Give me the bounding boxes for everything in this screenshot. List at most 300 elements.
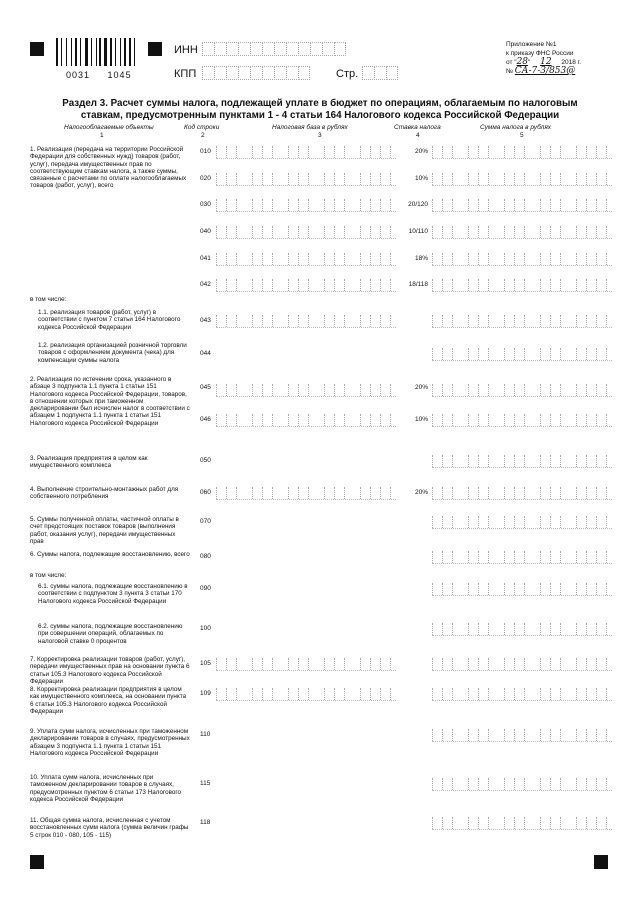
cell[interactable] xyxy=(576,173,586,185)
cell[interactable] xyxy=(252,487,262,499)
cell[interactable] xyxy=(236,173,246,185)
cell[interactable] xyxy=(468,729,478,741)
cell[interactable] xyxy=(370,226,380,238)
cell[interactable] xyxy=(226,199,236,211)
cell[interactable] xyxy=(478,455,488,467)
tax-amount-field[interactable] xyxy=(432,253,607,265)
cell[interactable] xyxy=(468,199,478,211)
cell[interactable] xyxy=(226,414,236,426)
cell[interactable] xyxy=(550,226,560,238)
cell[interactable] xyxy=(298,414,308,426)
cell[interactable] xyxy=(586,279,596,291)
cell[interactable] xyxy=(272,226,282,238)
cell[interactable] xyxy=(514,688,524,700)
cell[interactable] xyxy=(334,414,344,426)
cell[interactable] xyxy=(262,688,272,700)
cell[interactable] xyxy=(298,199,308,211)
cell[interactable] xyxy=(288,658,298,670)
tax-amount-field[interactable] xyxy=(432,279,607,291)
cell[interactable] xyxy=(478,315,488,327)
tax-amount-field[interactable] xyxy=(432,455,607,467)
cell[interactable] xyxy=(514,455,524,467)
cell[interactable] xyxy=(514,315,524,327)
cell[interactable] xyxy=(442,279,452,291)
cell[interactable] xyxy=(202,42,213,56)
cell[interactable] xyxy=(524,348,534,360)
cell[interactable] xyxy=(596,253,606,265)
cell[interactable] xyxy=(576,199,586,211)
cell[interactable] xyxy=(298,658,308,670)
cell[interactable] xyxy=(576,551,586,563)
cell[interactable] xyxy=(452,146,462,158)
cell[interactable] xyxy=(250,42,261,56)
cell[interactable] xyxy=(596,623,606,635)
cell[interactable] xyxy=(308,279,318,291)
cell[interactable] xyxy=(550,279,560,291)
cell[interactable] xyxy=(236,199,246,211)
cell[interactable] xyxy=(380,414,390,426)
cell[interactable] xyxy=(540,253,550,265)
cell[interactable] xyxy=(308,226,318,238)
cell[interactable] xyxy=(478,253,488,265)
cell[interactable] xyxy=(504,623,514,635)
cell[interactable] xyxy=(432,348,442,360)
cell[interactable] xyxy=(324,688,334,700)
cell[interactable] xyxy=(442,226,452,238)
cell[interactable] xyxy=(514,817,524,829)
cell[interactable] xyxy=(344,253,354,265)
cell[interactable] xyxy=(288,279,298,291)
cell[interactable] xyxy=(236,487,246,499)
cell[interactable] xyxy=(514,658,524,670)
cell[interactable] xyxy=(344,279,354,291)
cell[interactable] xyxy=(236,384,246,396)
cell[interactable] xyxy=(216,146,226,158)
cell[interactable] xyxy=(586,199,596,211)
cell[interactable] xyxy=(524,516,534,528)
cell[interactable] xyxy=(560,583,570,595)
cell[interactable] xyxy=(468,583,478,595)
cell[interactable] xyxy=(514,778,524,790)
cell[interactable] xyxy=(432,551,442,563)
tax-base-field[interactable] xyxy=(216,226,391,238)
cell[interactable] xyxy=(488,384,498,396)
cell[interactable] xyxy=(478,778,488,790)
cell[interactable] xyxy=(274,42,285,56)
tax-amount-field[interactable] xyxy=(432,688,607,700)
cell[interactable] xyxy=(540,729,550,741)
tax-amount-field[interactable] xyxy=(432,623,607,635)
cell[interactable] xyxy=(488,778,498,790)
cell[interactable] xyxy=(288,199,298,211)
cell[interactable] xyxy=(360,487,370,499)
tax-base-field[interactable] xyxy=(216,688,391,700)
cell[interactable] xyxy=(560,253,570,265)
cell[interactable] xyxy=(504,817,514,829)
cell[interactable] xyxy=(586,348,596,360)
cell[interactable] xyxy=(504,348,514,360)
cell[interactable] xyxy=(596,414,606,426)
cell[interactable] xyxy=(370,253,380,265)
cell[interactable] xyxy=(550,688,560,700)
tax-base-field[interactable] xyxy=(216,414,391,426)
cell[interactable] xyxy=(452,199,462,211)
cell[interactable] xyxy=(452,226,462,238)
tax-base-field[interactable] xyxy=(216,658,391,670)
cell[interactable] xyxy=(596,279,606,291)
tax-base-field[interactable] xyxy=(216,487,391,499)
cell[interactable] xyxy=(524,455,534,467)
cell[interactable] xyxy=(272,279,282,291)
cell[interactable] xyxy=(576,348,586,360)
cell[interactable] xyxy=(452,384,462,396)
cell[interactable] xyxy=(324,315,334,327)
cell[interactable] xyxy=(344,414,354,426)
cell[interactable] xyxy=(524,146,534,158)
cell[interactable] xyxy=(452,516,462,528)
cell[interactable] xyxy=(298,146,308,158)
cell[interactable] xyxy=(236,315,246,327)
cell[interactable] xyxy=(322,42,333,56)
cell[interactable] xyxy=(360,173,370,185)
cell[interactable] xyxy=(504,729,514,741)
cell[interactable] xyxy=(478,348,488,360)
cell[interactable] xyxy=(576,516,586,528)
cell[interactable] xyxy=(524,226,534,238)
cell[interactable] xyxy=(540,623,550,635)
cell[interactable] xyxy=(488,199,498,211)
cell[interactable] xyxy=(586,551,596,563)
cell[interactable] xyxy=(442,455,452,467)
cell[interactable] xyxy=(432,487,442,499)
tax-base-field[interactable] xyxy=(216,173,391,185)
tax-base-field[interactable] xyxy=(216,146,391,158)
cell[interactable] xyxy=(432,455,442,467)
cell[interactable] xyxy=(360,146,370,158)
cell[interactable] xyxy=(452,817,462,829)
cell[interactable] xyxy=(488,688,498,700)
cell[interactable] xyxy=(308,414,318,426)
cell[interactable] xyxy=(226,487,236,499)
cell[interactable] xyxy=(576,729,586,741)
cell[interactable] xyxy=(432,729,442,741)
cell[interactable] xyxy=(452,583,462,595)
cell[interactable] xyxy=(550,583,560,595)
cell[interactable] xyxy=(524,688,534,700)
cell[interactable] xyxy=(432,623,442,635)
cell[interactable] xyxy=(442,583,452,595)
cell[interactable] xyxy=(236,279,246,291)
tax-amount-field[interactable] xyxy=(432,487,607,499)
cell[interactable] xyxy=(236,253,246,265)
cell[interactable] xyxy=(586,253,596,265)
cell[interactable] xyxy=(298,173,308,185)
cell[interactable] xyxy=(362,66,373,80)
cell[interactable] xyxy=(514,348,524,360)
cell[interactable] xyxy=(560,688,570,700)
cell[interactable] xyxy=(272,688,282,700)
cell[interactable] xyxy=(540,414,550,426)
cell[interactable] xyxy=(298,226,308,238)
cell[interactable] xyxy=(586,173,596,185)
cell[interactable] xyxy=(468,516,478,528)
cell[interactable] xyxy=(442,658,452,670)
tax-amount-field[interactable] xyxy=(432,226,607,238)
cell[interactable] xyxy=(360,253,370,265)
cell[interactable] xyxy=(262,658,272,670)
cell[interactable] xyxy=(386,66,398,80)
cell[interactable] xyxy=(380,253,390,265)
cell[interactable] xyxy=(468,315,478,327)
cell[interactable] xyxy=(380,658,390,670)
cell[interactable] xyxy=(334,384,344,396)
cell[interactable] xyxy=(514,173,524,185)
cell[interactable] xyxy=(452,253,462,265)
cell[interactable] xyxy=(202,66,213,80)
cell[interactable] xyxy=(504,146,514,158)
cell[interactable] xyxy=(442,199,452,211)
cell[interactable] xyxy=(478,658,488,670)
cell[interactable] xyxy=(380,173,390,185)
cell[interactable] xyxy=(310,42,321,56)
cell[interactable] xyxy=(596,384,606,396)
cell[interactable] xyxy=(216,173,226,185)
cell[interactable] xyxy=(504,516,514,528)
tax-amount-field[interactable] xyxy=(432,778,607,790)
cell[interactable] xyxy=(478,551,488,563)
cell[interactable] xyxy=(524,817,534,829)
cell[interactable] xyxy=(550,253,560,265)
cell[interactable] xyxy=(468,551,478,563)
cell[interactable] xyxy=(468,658,478,670)
cell[interactable] xyxy=(452,551,462,563)
cell[interactable] xyxy=(478,146,488,158)
cell[interactable] xyxy=(432,384,442,396)
cell[interactable] xyxy=(596,348,606,360)
cell[interactable] xyxy=(550,778,560,790)
cell[interactable] xyxy=(324,414,334,426)
cell[interactable] xyxy=(272,384,282,396)
cell[interactable] xyxy=(550,658,560,670)
cell[interactable] xyxy=(560,487,570,499)
cell[interactable] xyxy=(344,487,354,499)
cell[interactable] xyxy=(478,173,488,185)
cell[interactable] xyxy=(586,658,596,670)
cell[interactable] xyxy=(478,817,488,829)
cell[interactable] xyxy=(334,173,344,185)
cell[interactable] xyxy=(452,414,462,426)
cell[interactable] xyxy=(478,279,488,291)
cell[interactable] xyxy=(524,729,534,741)
cell[interactable] xyxy=(452,778,462,790)
cell[interactable] xyxy=(442,778,452,790)
tax-amount-field[interactable] xyxy=(432,414,607,426)
cell[interactable] xyxy=(596,173,606,185)
cell[interactable] xyxy=(540,173,550,185)
cell[interactable] xyxy=(524,173,534,185)
cell[interactable] xyxy=(514,253,524,265)
cell[interactable] xyxy=(488,226,498,238)
cell[interactable] xyxy=(262,66,273,80)
cell[interactable] xyxy=(576,226,586,238)
cell[interactable] xyxy=(468,226,478,238)
tax-amount-field[interactable] xyxy=(432,173,607,185)
cell[interactable] xyxy=(252,226,262,238)
cell[interactable] xyxy=(540,455,550,467)
cell[interactable] xyxy=(550,146,560,158)
cell[interactable] xyxy=(226,146,236,158)
cell[interactable] xyxy=(560,455,570,467)
cell[interactable] xyxy=(550,199,560,211)
cell[interactable] xyxy=(478,688,488,700)
cell[interactable] xyxy=(452,729,462,741)
cell[interactable] xyxy=(432,414,442,426)
cell[interactable] xyxy=(560,146,570,158)
cell[interactable] xyxy=(262,146,272,158)
cell[interactable] xyxy=(252,658,262,670)
cell[interactable] xyxy=(504,551,514,563)
cell[interactable] xyxy=(596,226,606,238)
cell[interactable] xyxy=(272,173,282,185)
cell[interactable] xyxy=(380,384,390,396)
cell[interactable] xyxy=(252,173,262,185)
cell[interactable] xyxy=(576,279,586,291)
cell[interactable] xyxy=(226,279,236,291)
cell[interactable] xyxy=(252,315,262,327)
cell[interactable] xyxy=(524,279,534,291)
cell[interactable] xyxy=(324,384,334,396)
cell[interactable] xyxy=(370,315,380,327)
cell[interactable] xyxy=(478,487,488,499)
cell[interactable] xyxy=(586,455,596,467)
cell[interactable] xyxy=(216,384,226,396)
cell[interactable] xyxy=(216,315,226,327)
cell[interactable] xyxy=(596,516,606,528)
cell[interactable] xyxy=(298,487,308,499)
cell[interactable] xyxy=(596,315,606,327)
cell[interactable] xyxy=(370,173,380,185)
cell[interactable] xyxy=(344,146,354,158)
cell[interactable] xyxy=(504,315,514,327)
cell[interactable] xyxy=(288,226,298,238)
cell[interactable] xyxy=(334,658,344,670)
cell[interactable] xyxy=(272,658,282,670)
cell[interactable] xyxy=(488,279,498,291)
cell[interactable] xyxy=(478,516,488,528)
cell[interactable] xyxy=(468,414,478,426)
cell[interactable] xyxy=(540,688,550,700)
inn-field[interactable] xyxy=(202,42,347,56)
cell[interactable] xyxy=(514,729,524,741)
cell[interactable] xyxy=(334,199,344,211)
cell[interactable] xyxy=(324,173,334,185)
cell[interactable] xyxy=(370,487,380,499)
cell[interactable] xyxy=(288,487,298,499)
cell[interactable] xyxy=(586,146,596,158)
cell[interactable] xyxy=(576,817,586,829)
cell[interactable] xyxy=(298,66,310,80)
cell[interactable] xyxy=(432,817,442,829)
cell[interactable] xyxy=(540,384,550,396)
cell[interactable] xyxy=(514,146,524,158)
cell[interactable] xyxy=(560,414,570,426)
cell[interactable] xyxy=(468,455,478,467)
cell[interactable] xyxy=(380,315,390,327)
cell[interactable] xyxy=(226,658,236,670)
cell[interactable] xyxy=(560,315,570,327)
tax-amount-field[interactable] xyxy=(432,348,607,360)
cell[interactable] xyxy=(550,516,560,528)
cell[interactable] xyxy=(468,817,478,829)
tax-amount-field[interactable] xyxy=(432,315,607,327)
cell[interactable] xyxy=(550,414,560,426)
cell[interactable] xyxy=(288,253,298,265)
cell[interactable] xyxy=(308,315,318,327)
cell[interactable] xyxy=(324,146,334,158)
cell[interactable] xyxy=(288,384,298,396)
tax-amount-field[interactable] xyxy=(432,817,607,829)
cell[interactable] xyxy=(504,279,514,291)
cell[interactable] xyxy=(504,583,514,595)
cell[interactable] xyxy=(488,173,498,185)
cell[interactable] xyxy=(540,817,550,829)
cell[interactable] xyxy=(540,658,550,670)
cell[interactable] xyxy=(488,414,498,426)
cell[interactable] xyxy=(334,279,344,291)
cell[interactable] xyxy=(488,623,498,635)
cell[interactable] xyxy=(272,315,282,327)
cell[interactable] xyxy=(344,226,354,238)
cell[interactable] xyxy=(550,315,560,327)
cell[interactable] xyxy=(596,487,606,499)
cell[interactable] xyxy=(216,279,226,291)
cell[interactable] xyxy=(334,42,346,56)
cell[interactable] xyxy=(596,778,606,790)
cell[interactable] xyxy=(586,688,596,700)
cell[interactable] xyxy=(324,199,334,211)
tax-amount-field[interactable] xyxy=(432,146,607,158)
cell[interactable] xyxy=(370,384,380,396)
cell[interactable] xyxy=(596,729,606,741)
cell[interactable] xyxy=(586,384,596,396)
cell[interactable] xyxy=(334,315,344,327)
cell[interactable] xyxy=(252,414,262,426)
cell[interactable] xyxy=(488,817,498,829)
cell[interactable] xyxy=(596,551,606,563)
cell[interactable] xyxy=(308,658,318,670)
cell[interactable] xyxy=(576,583,586,595)
cell[interactable] xyxy=(596,199,606,211)
cell[interactable] xyxy=(374,66,385,80)
cell[interactable] xyxy=(226,42,237,56)
cell[interactable] xyxy=(550,817,560,829)
cell[interactable] xyxy=(540,199,550,211)
cell[interactable] xyxy=(380,199,390,211)
cell[interactable] xyxy=(488,516,498,528)
cell[interactable] xyxy=(504,384,514,396)
cell[interactable] xyxy=(560,199,570,211)
cell[interactable] xyxy=(226,384,236,396)
cell[interactable] xyxy=(432,199,442,211)
cell[interactable] xyxy=(286,42,297,56)
cell[interactable] xyxy=(252,279,262,291)
cell[interactable] xyxy=(468,688,478,700)
cell[interactable] xyxy=(286,66,297,80)
cell[interactable] xyxy=(216,414,226,426)
cell[interactable] xyxy=(262,199,272,211)
cell[interactable] xyxy=(226,173,236,185)
cell[interactable] xyxy=(308,146,318,158)
